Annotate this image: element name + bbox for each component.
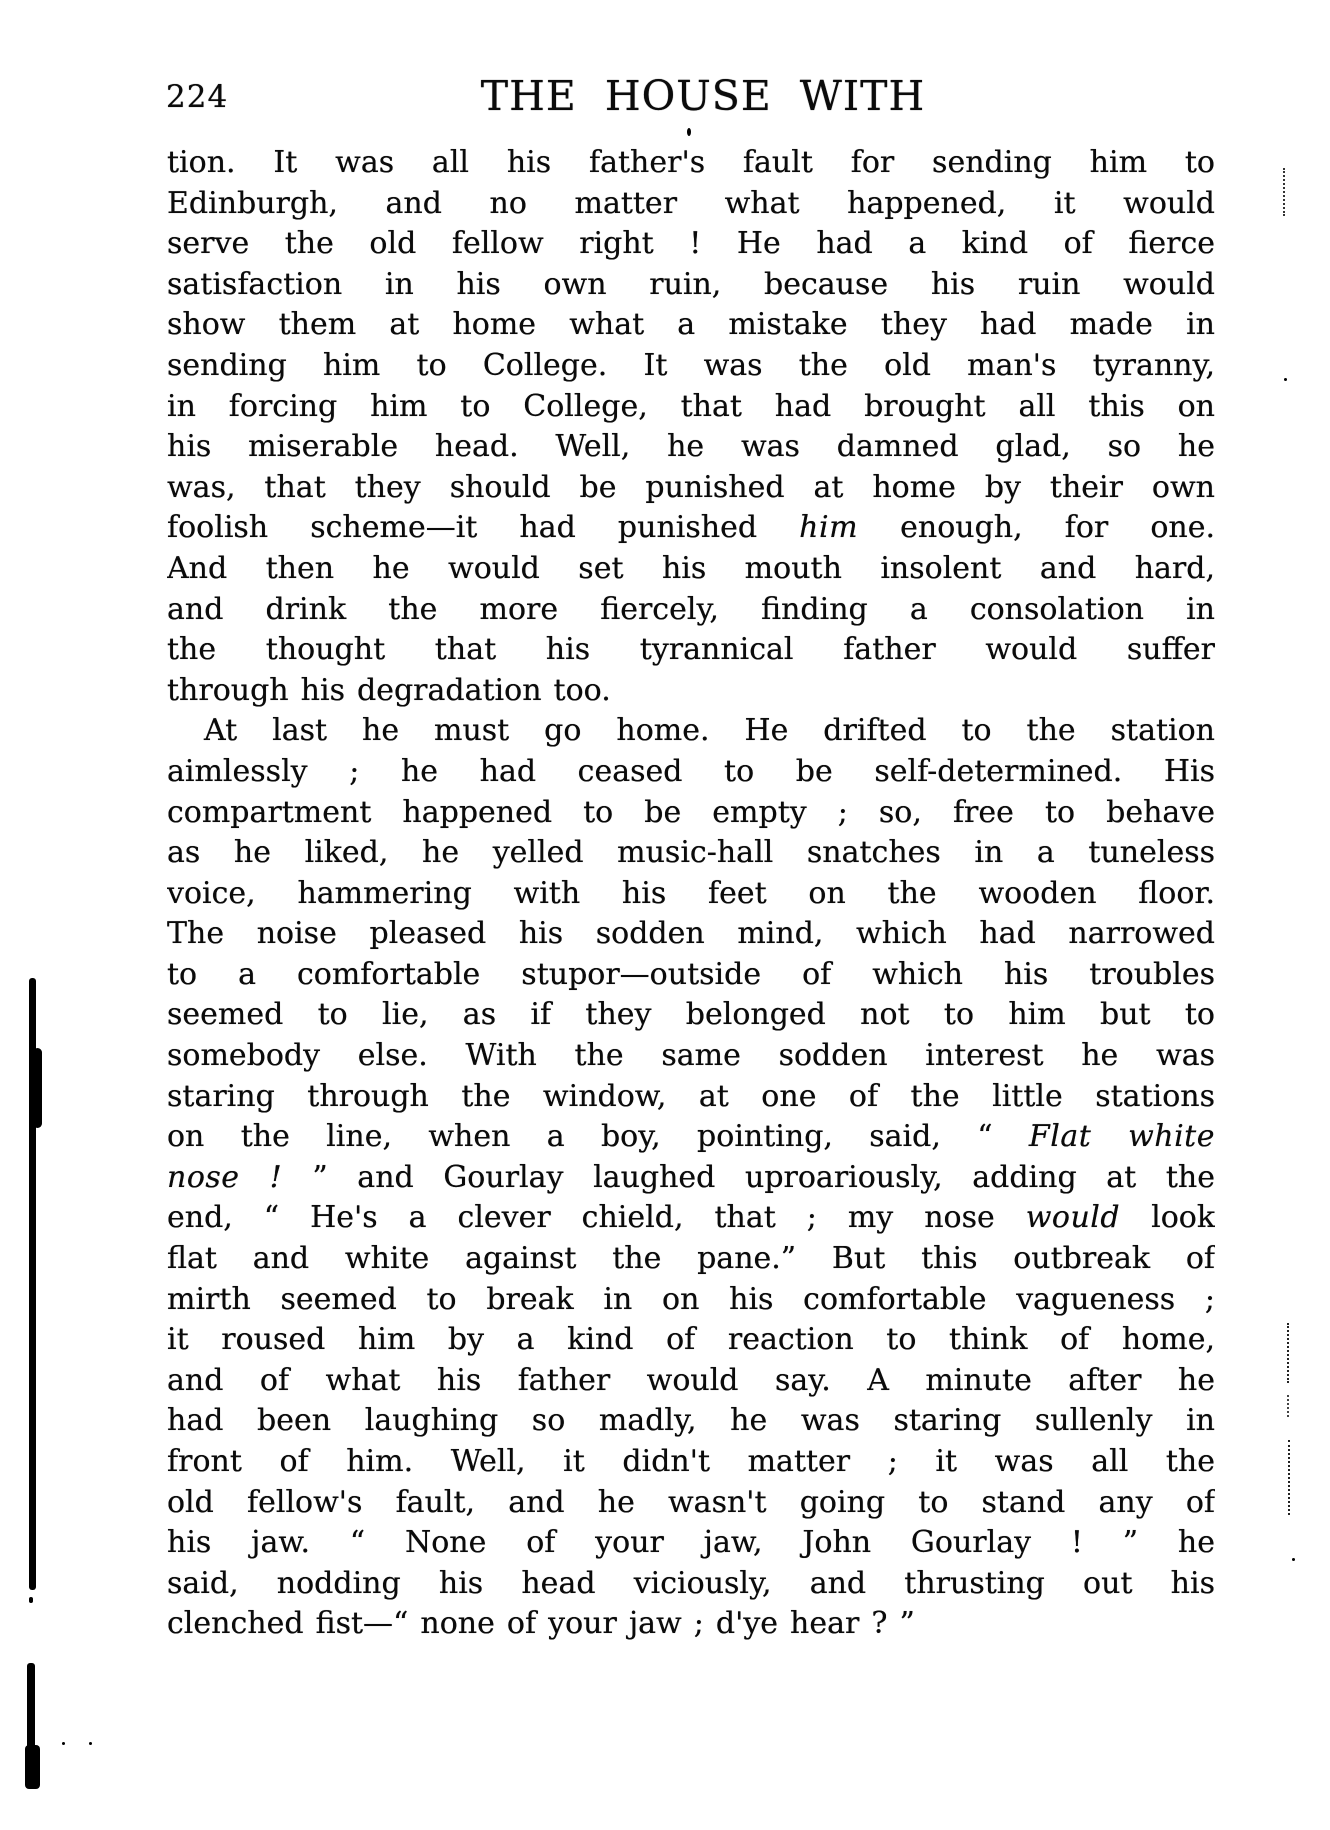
italic-text: nose ! xyxy=(167,1159,313,1195)
text-line xyxy=(167,793,1215,834)
text-segment: as he liked, he yelled music-hall snatches in a tuneless xyxy=(167,835,1215,871)
text-segment: and of what his father would say. A minute after he xyxy=(167,1362,1215,1398)
running-header: THE HOUSE WITH xyxy=(480,72,926,120)
text-line xyxy=(167,1280,1215,1321)
text-segment: in forcing him to College, that had brought all this on xyxy=(167,388,1215,424)
text-segment: was, that they should be punished at home by their own xyxy=(167,469,1215,505)
text-line xyxy=(167,468,1215,509)
text-segment: his jaw. “ None of your jaw, John Gourlay ! ” he xyxy=(167,1525,1215,1561)
text-line xyxy=(167,143,1215,184)
text-segment: Edinburgh, and no matter what happened, it would xyxy=(167,185,1215,221)
text-line xyxy=(167,184,1215,225)
text-segment: said, nodding his head viciously, and thrusting out his xyxy=(167,1565,1215,1601)
text-line xyxy=(167,1401,1215,1442)
ink-speck xyxy=(1284,378,1287,381)
text-line xyxy=(167,1320,1215,1361)
ink-speck xyxy=(29,1597,33,1603)
page-number: 224 xyxy=(166,79,229,115)
text-segment: flat and white against the pane.” But this outbreak of xyxy=(167,1241,1215,1277)
text-segment: seemed to lie, as if they belonged not to him but to xyxy=(167,997,1215,1033)
text-line xyxy=(167,590,1215,631)
text-line xyxy=(167,1564,1215,1605)
ink-speck xyxy=(62,1742,65,1745)
text-segment: end, “ He's a clever chield, that ; my nose xyxy=(167,1200,1026,1236)
text-line xyxy=(167,1523,1215,1564)
text-line xyxy=(167,387,1215,428)
text-segment: serve the old fellow right ! He had a kind of fierce xyxy=(167,226,1215,262)
text-line xyxy=(167,1239,1215,1280)
text-segment: old fellow's fault, and he wasn't going to stand any of xyxy=(167,1484,1215,1520)
text-segment: and drink the more fiercely, finding a consolation in xyxy=(167,591,1215,627)
text-segment: it roused him by a kind of reaction to think of home, xyxy=(167,1322,1215,1358)
text-segment: The noise pleased his sodden mind, which had narrowed xyxy=(167,916,1215,952)
ink-speck xyxy=(89,1742,92,1745)
text-segment: tion. It was all his father's fault for sending him to xyxy=(167,145,1215,180)
ink-blob-bottom-left xyxy=(25,1745,40,1789)
text-segment: his miserable head. Well, he was damned glad, so he xyxy=(167,429,1215,465)
text-line xyxy=(167,346,1215,387)
text-line xyxy=(167,1077,1215,1118)
text-line xyxy=(167,833,1215,874)
text-segment: on the line, when a boy, pointing, said, “ xyxy=(167,1119,1029,1155)
italic-text: Flat white xyxy=(1028,1119,1215,1155)
text-line xyxy=(167,305,1215,346)
text-segment: And then he would set his mouth insolent and hard, xyxy=(167,550,1215,586)
text-segment: somebody else. With the same sodden interest he was xyxy=(167,1038,1215,1074)
text-segment: aimlessly ; he had ceased to be self-determined. His xyxy=(167,753,1215,789)
text-segment: staring through the window, at one of the little stations xyxy=(167,1078,1215,1114)
text-segment: enough, for one. xyxy=(858,510,1215,546)
text-segment: had been laughing so madly, he was staring sullenly in xyxy=(167,1403,1215,1439)
scan-dotted-line-right xyxy=(1288,1440,1290,1515)
text-segment: show them at home what a mistake they had made in xyxy=(167,307,1215,343)
text-segment: the thought that his tyrannical father would suffer xyxy=(167,632,1215,668)
text-line xyxy=(167,711,1215,752)
text-segment: voice, hammering with his feet on the wooden floor. xyxy=(167,875,1215,911)
text-line xyxy=(167,1117,1215,1158)
text-line xyxy=(167,1158,1215,1199)
text-line xyxy=(167,1361,1215,1402)
text-line xyxy=(167,1604,1215,1645)
text-segment: foolish scheme—it had punished xyxy=(167,510,800,546)
italic-text: him xyxy=(799,510,859,546)
ink-streak-left-bulge xyxy=(33,1048,42,1128)
text-segment: look xyxy=(1120,1200,1215,1236)
ink-speck xyxy=(1292,1558,1295,1561)
text-line xyxy=(167,874,1215,915)
text-segment: front of him. Well, it didn't matter ; it was all the xyxy=(167,1444,1215,1479)
scan-dotted-line-right xyxy=(1287,1395,1289,1417)
text-block xyxy=(167,143,1215,1645)
text-line xyxy=(167,508,1215,549)
text-line xyxy=(167,265,1215,306)
text-line xyxy=(167,630,1215,671)
text-segment: At last he must go home. He drifted to the station xyxy=(204,713,1215,749)
text-line xyxy=(167,1442,1215,1483)
scan-dotted-line-top-right xyxy=(1283,168,1285,216)
text-line xyxy=(167,671,1215,712)
text-segment: satisfaction in his own ruin, because his ruin would xyxy=(167,266,1215,302)
text-line xyxy=(167,549,1215,590)
text-line xyxy=(167,914,1215,955)
text-segment: through his degradation too. xyxy=(167,672,611,708)
italic-text: would xyxy=(1025,1200,1121,1236)
text-line xyxy=(167,1036,1215,1077)
text-line xyxy=(167,1198,1215,1239)
ink-speck xyxy=(687,128,691,136)
text-line xyxy=(167,1483,1215,1524)
text-segment: compartment happened to be empty ; so, free to behave xyxy=(167,794,1215,830)
text-segment: ” and Gourlay laughed uproariously, adding at the xyxy=(312,1159,1215,1195)
text-line xyxy=(167,427,1215,468)
scan-dotted-line-right xyxy=(1287,1323,1289,1383)
text-segment: sending him to College. It was the old man's tyranny, xyxy=(167,347,1215,383)
text-line xyxy=(167,752,1215,793)
text-segment: mirth seemed to break in on his comfortable vagueness ; xyxy=(167,1281,1215,1317)
text-line xyxy=(167,995,1215,1036)
text-line xyxy=(167,224,1215,265)
text-line xyxy=(167,955,1215,996)
text-segment: clenched fist—“ none of your jaw ; d'ye hear ? ” xyxy=(167,1606,915,1642)
text-segment: to a comfortable stupor—outside of which his troubles xyxy=(167,956,1215,992)
